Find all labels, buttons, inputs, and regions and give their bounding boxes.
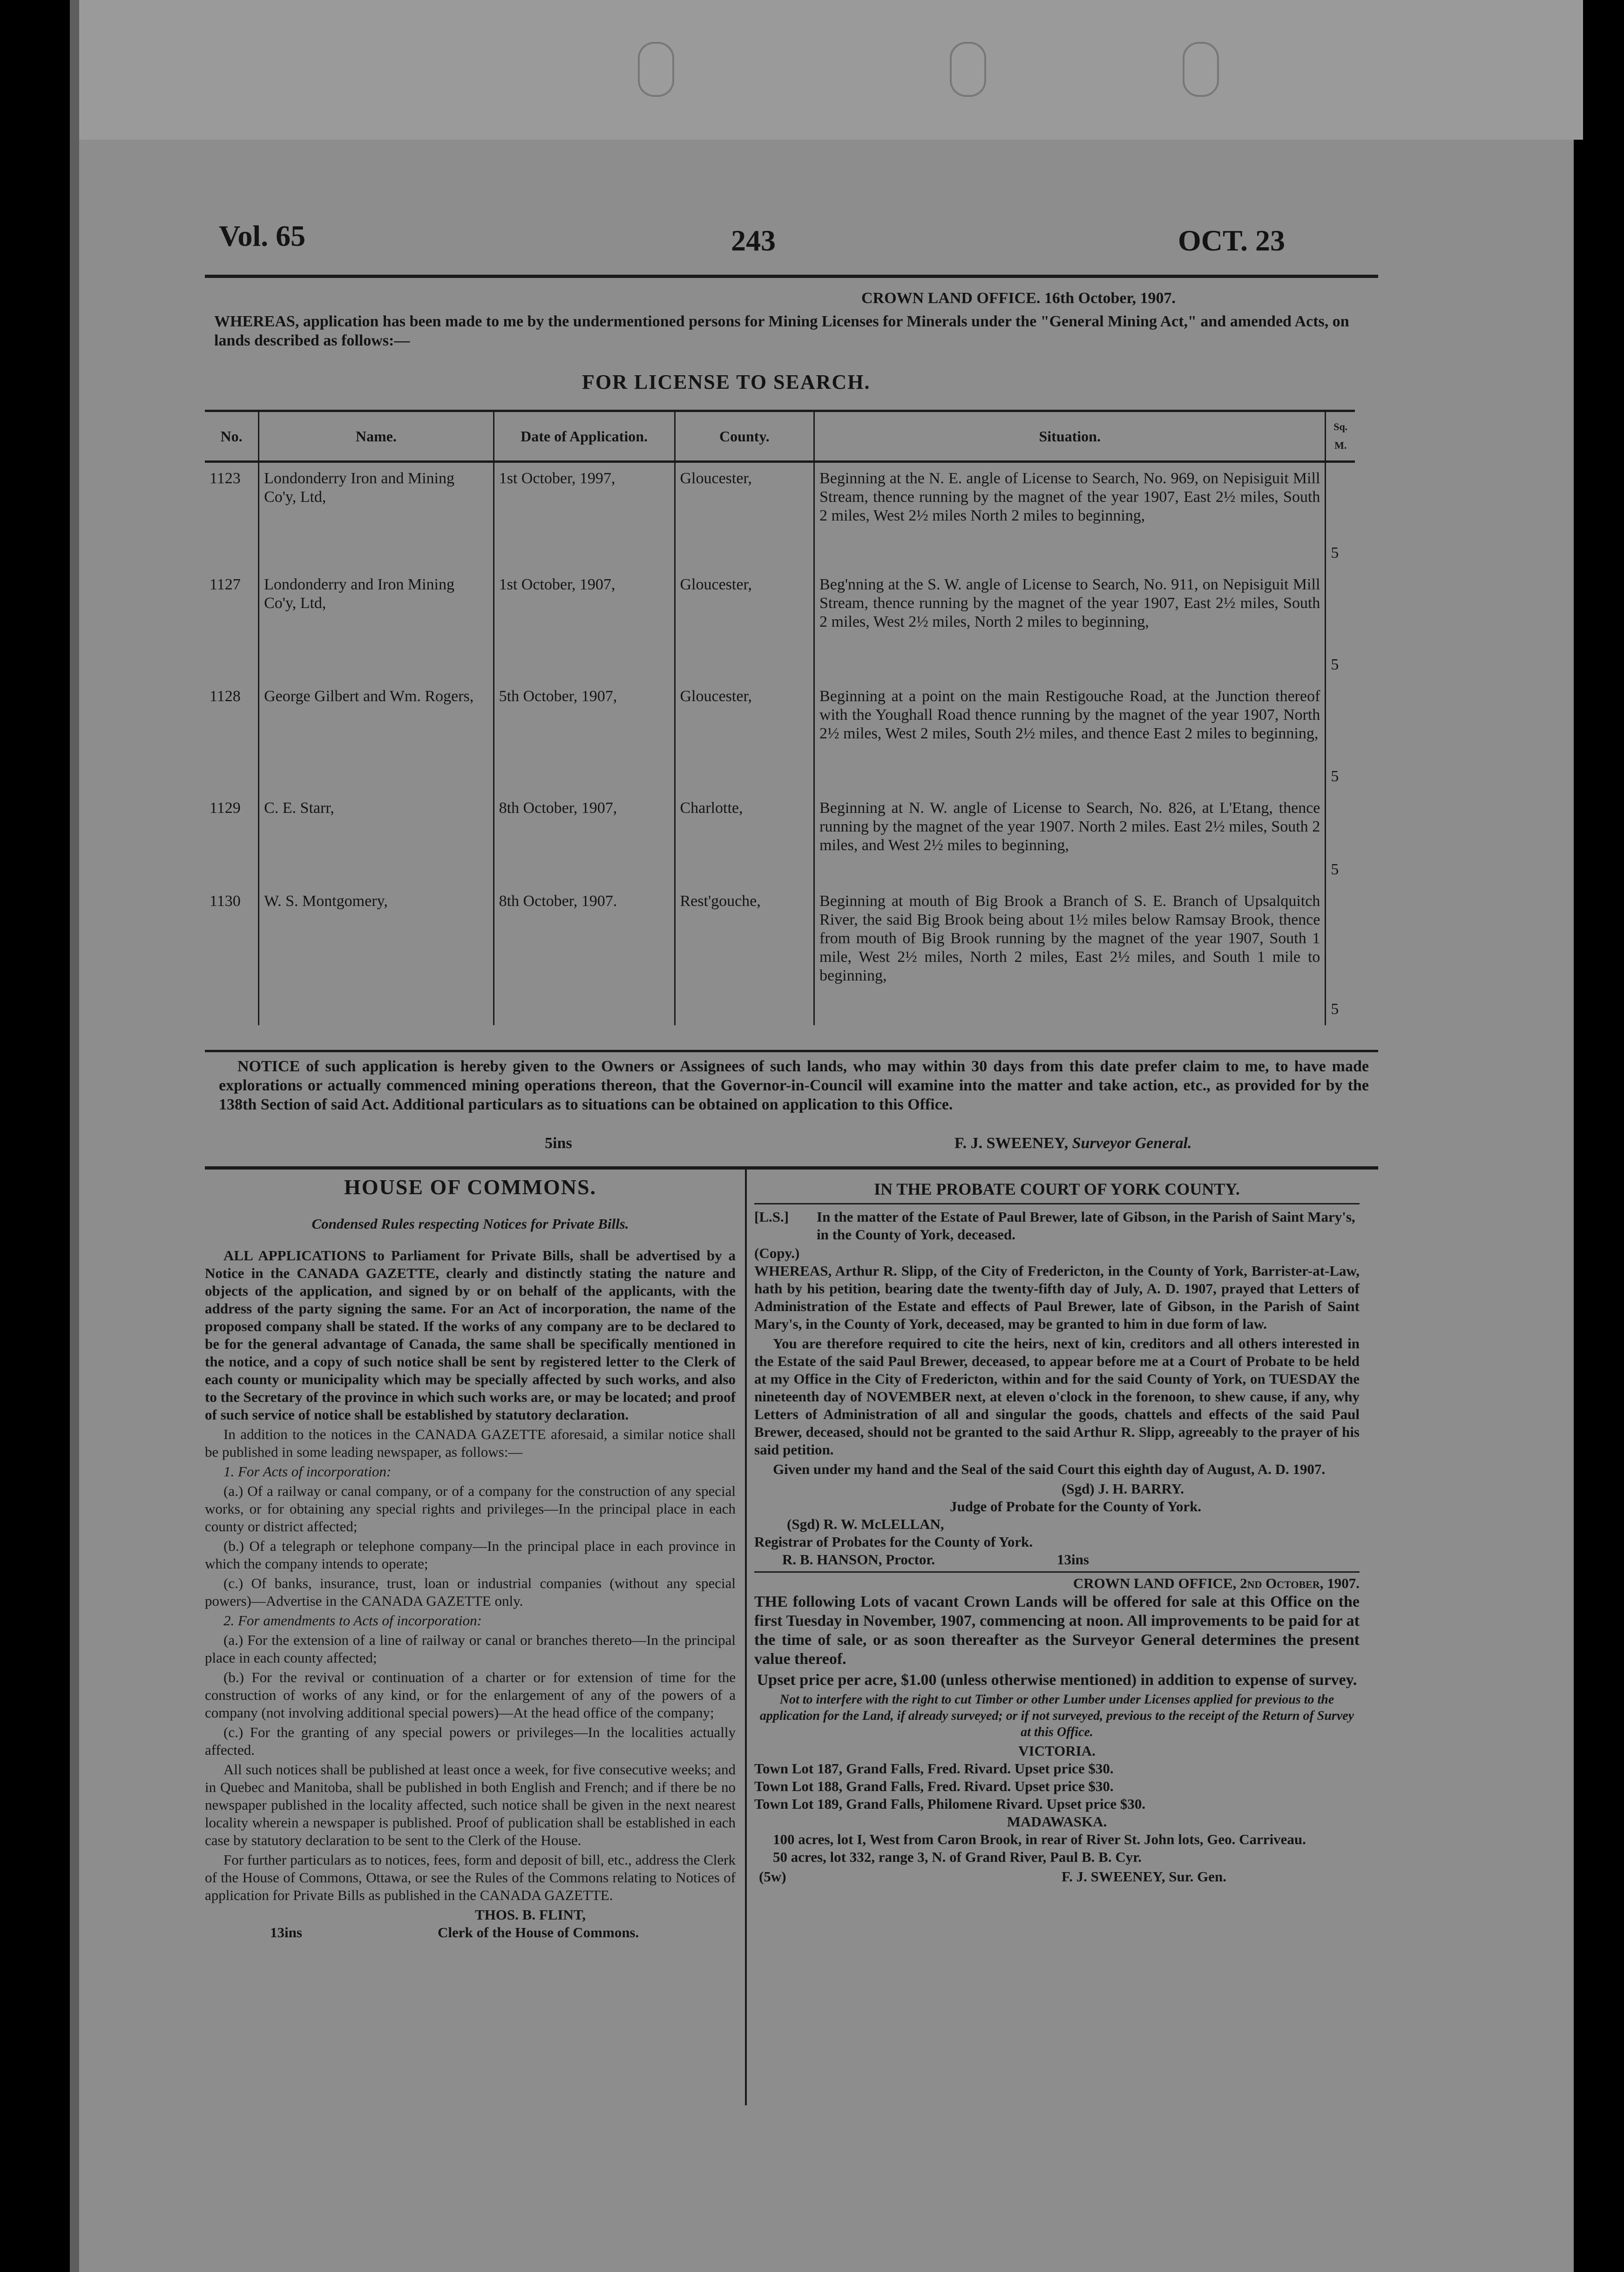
license-table bbox=[205, 410, 1355, 1025]
row-date: 8th October, 1907. bbox=[494, 886, 675, 1025]
row-sq: 5 bbox=[1326, 886, 1355, 1025]
row-county: Gloucester, bbox=[675, 681, 814, 792]
page-top-margin bbox=[79, 0, 1583, 140]
col-county: County. bbox=[675, 411, 814, 462]
row-situation: Beginning at a point on the main Restigouche Road, at the Junction thereof with the Youghall Road thence running by the magnet of the year 1907, North 2½ miles, West 2 miles, South 2½ miles, and thence East 2 miles to beginning, bbox=[814, 681, 1326, 792]
row-name: W. S. Montgomery, bbox=[259, 886, 494, 1025]
table-header-row bbox=[205, 411, 1355, 462]
probate-title: IN THE PROBATE COURT OF YORK COUNTY. bbox=[874, 1180, 1240, 1198]
probate-p1: WHEREAS, Arthur R. Slipp, of the City of Fredericton, in the County of York, Barrister-at-Law, hath by his petition, bearing date the twenty-fifth day of July, A. D. 1907, prayed that Letters of Administration of the Estate and effects of Paul Brewer, late of Gibson, in the Parish of Saint Mary's, in the County of York, deceased, may be granted to him in due form of law. bbox=[754, 1263, 1360, 1332]
row-name: Londonderry and Iron Mining Co'y, Ltd, bbox=[259, 569, 494, 681]
crown-signature-name: F. J. SWEENEY, bbox=[954, 1135, 1069, 1152]
issue-date: OCT. 23 bbox=[1178, 224, 1285, 257]
row-situation: Beg'nning at the S. W. angle of License to Search, No. 911, on Nepisiguit Mill Stream, thence running by the magnet of the year 1907, East 2½ miles, South 2 miles, West 2½ miles, North 2 miles to beginning, bbox=[814, 569, 1326, 681]
row-no: 1128 bbox=[210, 687, 241, 705]
row-county: Rest'gouche, bbox=[675, 886, 814, 1025]
probate-p2: You are therefore required to cite the heirs, next of kin, creditors and all others interested in the Estate of the said Paul Brewer, deceased, to appear before me at a Court of Probate to be held at my Office in the City of Fredericton, within and for the said County of York, on TUESDAY the nineteenth day of NOVEMBER next, at eleven o'clock in the forenoon, to shew cause, if any, why Letters of Administration of all and singular the goods, chattels and effects of the said Paul Brewer, deceased, should not be granted to the said Arthur R. Slipp, agreeably to the prayer of his said petition. bbox=[754, 1335, 1360, 1458]
commons-p4: For further particulars as to notices, fees, form and deposit of bill, etc., address the Clerk of the House of Commons, Ottawa, or see the Rules of the Commons relating to Notices of application for Private Bills as published in the CANADA GAZETTE. bbox=[205, 1852, 736, 1903]
proctor: R. B. HANSON, Proctor. bbox=[782, 1551, 935, 1568]
row-county: Charlotte, bbox=[675, 792, 814, 886]
row-situation: Beginning at N. W. angle of License to Search, No. 826, at L'Etang, thence running by the magnet of the year 1907. North 2 miles. East 2½ miles, South 2 miles, and West 2½ miles to beginning, bbox=[814, 792, 1326, 886]
crown-intro-text: WHEREAS, application has been made to me by the undermentioned persons for Mining Licenses for Minerals under the "General Mining Act," and amended Acts, on lands described as follows:— bbox=[214, 313, 1349, 349]
row-no: 1123 bbox=[210, 470, 241, 487]
newspaper-page bbox=[70, 0, 1574, 2272]
row-date: 1st October, 1907, bbox=[494, 569, 675, 681]
crown-intro bbox=[214, 312, 1355, 350]
probate-column bbox=[754, 1178, 1360, 1888]
commons-p1: ALL APPLICATIONS to Parliament for Private Bills, shall be advertised by a Notice in the CANADA GAZETTE, clearly and distinctly stating the nature and objects of the application, and signed by or on behalf of the applicants, with the address of the party signing the same. For an Act of incorporation, the name of the proposed company shall be stated. If the works of any company are to be declared to be for the general advantage of Canada, the same shall be specifically mentioned in the notice, and a copy of such notice shall be sent by registered letter to the Clerk of each county or municipality which may be specially affected by such works, and also to the Secretary of the province in which such works are, or may be located; and proof of such service of notice shall be established by statutory declaration. bbox=[205, 1247, 736, 1423]
lot-entry: Town Lot 189, Grand Falls, Philomene Rivard. Upset price $30. bbox=[754, 1796, 1146, 1812]
commons-subtitle: Condensed Rules respecting Notices for Private Bills. bbox=[311, 1216, 629, 1232]
lots-rule bbox=[754, 1571, 1360, 1573]
row-date: 5th October, 1907, bbox=[494, 681, 675, 792]
header-rule bbox=[205, 275, 1378, 278]
crown-signature-title: Surveyor General. bbox=[1072, 1135, 1192, 1152]
binder-hole bbox=[1183, 42, 1219, 97]
row-date: 8th October, 1907, bbox=[494, 792, 675, 886]
commons-c1: (c.) Of banks, insurance, trust, loan or industrial companies (without any special powers)—Advertise in the CANADA GAZETTE only. bbox=[205, 1575, 736, 1609]
table-row bbox=[205, 462, 1355, 569]
row-sq: 5 bbox=[1326, 462, 1355, 569]
col-situation: Situation. bbox=[814, 411, 1326, 462]
row-situation: Beginning at the N. E. angle of License to Search, No. 969, on Nepisiguit Mill Stream, thence running by the magnet of the year 1907, East 2½ miles, South 2 miles, West 2½ miles North 2 miles to beginning, bbox=[814, 462, 1326, 569]
county-madawaska: MADAWASKA. bbox=[1007, 1813, 1107, 1830]
commons-h1: 1. For Acts of incorporation: bbox=[223, 1463, 392, 1480]
copy-label: (Copy.) bbox=[754, 1245, 800, 1261]
probate-matter: In the matter of the Estate of Paul Brewer, late of Gibson, in the Parish of Saint Mary's, in the County of York, deceased. bbox=[817, 1209, 1355, 1243]
table-row bbox=[205, 681, 1355, 792]
crown-footer-notice: NOTICE of such application is hereby given to the Owners or Assignees of such lands, who may within 30 days from this date prefer claim to me, to have made explorations or actually commenced mining operations thereon, that the Governor-in-Council will examine into the matter and take action, etc., as provided for by the 138th Section of said Act. Additional particulars as to situations can be obtained on application to this Office. bbox=[219, 1058, 1369, 1113]
commons-c2: (c.) For the granting of any special powers or privileges—In the localities actually affected. bbox=[205, 1724, 736, 1758]
lot-entry: 50 acres, lot 332, range 3, N. of Grand River, Paul B. B. Cyr. bbox=[773, 1849, 1142, 1865]
row-name: Londonderry Iron and Mining Co'y, Ltd, bbox=[259, 462, 494, 569]
row-situation: Beginning at mouth of Big Brook a Branch of S. E. Branch of Upsalquitch River, the said Big Brook being about 1½ miles below Ramsay Brook, thence from mouth of Big Brook running by the magnet of the year 1907, South 1 mile, West 2½ miles, North 2 miles, East 2½ miles, and South 1 mile to beginning, bbox=[814, 886, 1326, 1025]
lots-timber-note: Not to interfere with the right to cut Timber or other Lumber under Licenses applied for previous to the application for the Land, if already surveyed; or if not surveyed, previous to the receipt of the Return of Survey at this Office. bbox=[759, 1692, 1354, 1739]
probate-rule bbox=[754, 1203, 1360, 1204]
county-victoria: VICTORIA. bbox=[1018, 1743, 1096, 1759]
commons-h2: 2. For amendments to Acts of incorporation: bbox=[223, 1612, 482, 1629]
lots-signature: F. J. SWEENEY, Sur. Gen. bbox=[1062, 1868, 1227, 1885]
row-no: 1130 bbox=[210, 892, 241, 910]
table-row bbox=[205, 886, 1355, 1025]
lot-entry: Town Lot 188, Grand Falls, Fred. Rivard. Upset price $30. bbox=[754, 1778, 1114, 1794]
lots-intro: THE following Lots of vacant Crown Lands will be offered for sale at this Office on the first Tuesday in November, 1907, commencing at noon. All improvements to be paid for at the time of sale, or as soon thereafter as the Surveyor General determines the present value thereof. bbox=[754, 1593, 1360, 1668]
commons-column bbox=[205, 1173, 736, 1942]
binder-hole bbox=[638, 42, 674, 97]
judge-title: Judge of Probate for the County of York. bbox=[950, 1498, 1202, 1515]
commons-p3: All such notices shall be published at least once a week, for five consecutive weeks; and in Quebec and Manitoba, shall be published in both English and French; and if there be no newspaper published in the locality affected, such notice shall be given in the next nearest locality wherein a newspaper is published. Proof of publication shall be established in each case by statutory declaration to be sent to the Clerk of the House. bbox=[205, 1761, 736, 1848]
commons-a1: (a.) Of a railway or canal company, or of a company for the construction of any special works, or for obtaining any special rights and privileges—In the principal place in each county or district affected; bbox=[205, 1483, 736, 1535]
commons-title: HOUSE OF COMMONS. bbox=[344, 1175, 597, 1199]
column-divider bbox=[745, 1170, 747, 2105]
commons-a2: (a.) For the extension of a line of railway or canal or branches thereto—In the principal place in each county affected; bbox=[205, 1632, 736, 1666]
crown-signature bbox=[954, 1134, 1191, 1153]
commons-p2: In addition to the notices in the CANADA GAZETTE aforesaid, a similar notice shall be published in some leading newspaper, as follows:— bbox=[205, 1426, 736, 1460]
col-sq: Sq. M. bbox=[1326, 411, 1355, 462]
binder-hole bbox=[950, 42, 986, 97]
row-county: Gloucester, bbox=[675, 569, 814, 681]
commons-b1: (b.) Of a telegraph or telephone company—In the principal place in each province in which the company intends to operate; bbox=[205, 1538, 736, 1572]
table-row bbox=[205, 569, 1355, 681]
judge-signature: (Sgd) J. H. BARRY. bbox=[1062, 1481, 1184, 1497]
registrar-signature: (Sgd) R. W. McLELLAN, bbox=[787, 1516, 944, 1532]
table-row bbox=[205, 792, 1355, 886]
lot-entry: 100 acres, lot I, West from Caron Brook, in rear of River St. John lots, Geo. Carriveau. bbox=[773, 1831, 1306, 1847]
row-name: George Gilbert and Wm. Rogers, bbox=[259, 681, 494, 792]
col-no: No. bbox=[205, 411, 259, 462]
row-sq: 5 bbox=[1326, 681, 1355, 792]
probate-p3: Given under my hand and the Seal of the said Court this eighth day of August, A. D. 1907. bbox=[773, 1461, 1326, 1477]
col-date: Date of Application. bbox=[494, 411, 675, 462]
section-title: FOR LICENSE TO SEARCH. bbox=[582, 371, 871, 393]
row-no: 1129 bbox=[210, 799, 241, 817]
row-county: Gloucester, bbox=[675, 462, 814, 569]
commons-b2: (b.) For the revival or continuation of a charter or for extension of time for the construction of works of any kind, or for the enlargement of any of the powers of a company (not involving additional special powers)—At the head office of the company; bbox=[205, 1669, 736, 1721]
row-no: 1127 bbox=[210, 575, 241, 593]
row-sq: 5 bbox=[1326, 569, 1355, 681]
page-number: 243 bbox=[731, 224, 776, 257]
row-name: C. E. Starr, bbox=[259, 792, 494, 886]
lots-office-line: CROWN LAND OFFICE, 2nd October, 1907. bbox=[1073, 1575, 1360, 1591]
office-line: CROWN LAND OFFICE. 16th October, 1907. bbox=[861, 290, 1176, 307]
col-name: Name. bbox=[259, 411, 494, 462]
ls-label: [L.S.] bbox=[754, 1209, 789, 1225]
row-sq: 5 bbox=[1326, 792, 1355, 886]
commons-signer-title: Clerk of the House of Commons. bbox=[438, 1924, 639, 1941]
lot-entry: Town Lot 187, Grand Falls, Fred. Rivard. Upset price $30. bbox=[754, 1760, 1114, 1777]
crown-insertions: 5ins bbox=[545, 1135, 572, 1152]
probate-insertions: 13ins bbox=[1057, 1551, 1089, 1568]
commons-signer: THOS. B. FLINT, bbox=[475, 1907, 586, 1923]
lots-weeks: (5w) bbox=[759, 1868, 786, 1885]
section-divider bbox=[205, 1166, 1378, 1170]
row-date: 1st October, 1997, bbox=[494, 462, 675, 569]
lots-upset: Upset price per acre, $1.00 (unless otherwise mentioned) in addition to expense of survey. bbox=[757, 1671, 1357, 1689]
table-bottom-rule bbox=[205, 1050, 1378, 1052]
registrar-title: Registrar of Probates for the County of York. bbox=[754, 1534, 1033, 1550]
probate-seal-block bbox=[754, 1208, 810, 1262]
volume-label: Vol. 65 bbox=[219, 219, 306, 252]
probate-matter-block bbox=[754, 1208, 1360, 1262]
commons-insertions: 13ins bbox=[270, 1924, 302, 1941]
